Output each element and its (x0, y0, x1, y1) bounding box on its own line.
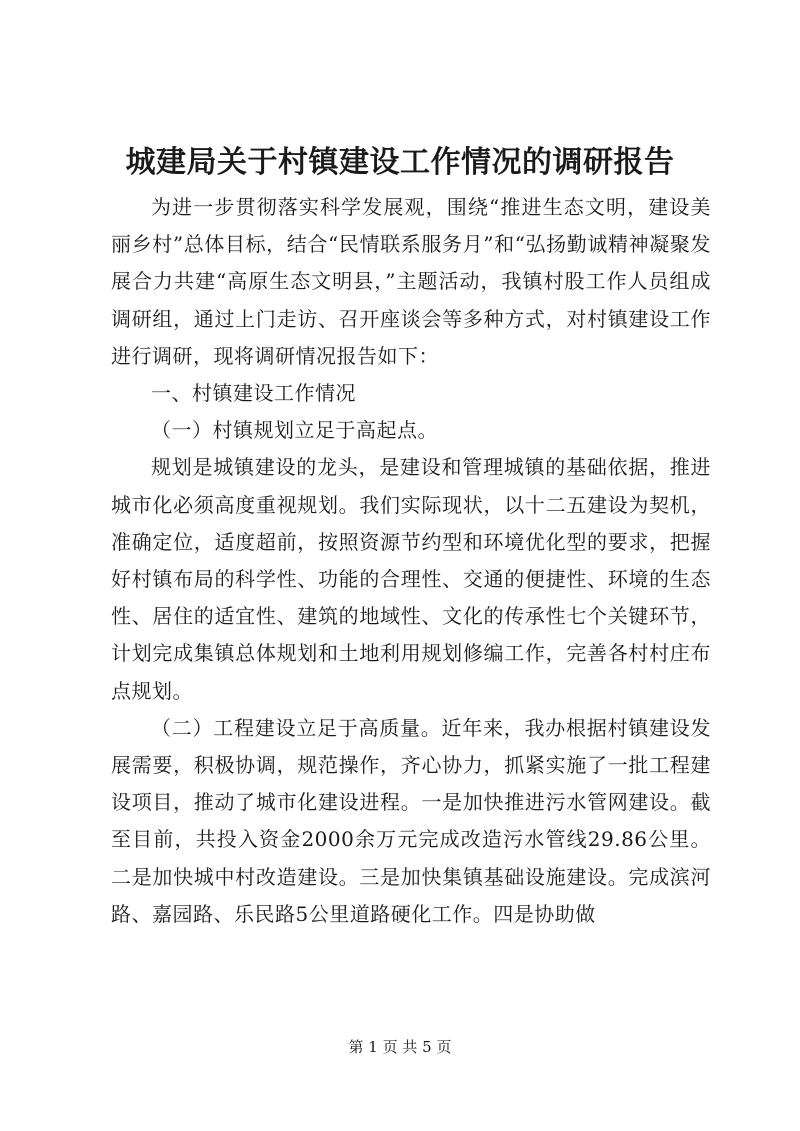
paragraph-construction: （二）工程建设立足于高质量。近年来，我办根据村镇建设发展需要，积极协调，规范操作，齐心协力，抓紧实施了一批工程建设项目，推动了城市化建设进程。一是加快推进污水管网建设。截至目前，共投入资金2000余万元完成改造污水管线29.86公里。二是加快城中村改造建设。三是加快集镇基础设施建设。完成滨河路、嘉园路、乐民路5公里道路硬化工作。四是协助做 (111, 715, 711, 926)
subsection-heading: （一）村镇规划立足于高起点。 (151, 418, 438, 443)
document-title: 城建局关于村镇建设工作情况的调研报告 (125, 145, 675, 180)
page-footer: 第 1 页 共 5 页 (348, 1038, 452, 1056)
paragraph-intro: 为进一步贯彻落实科学发展观，围绕“推进生态文明，建设美丽乡村”总体目标，结合“民情联系服务月”和“弘扬勤诚精神凝聚发展合力共建“高原生态文明县，”主题活动，我镇村股工作人员组成调研组，通过上门走访、召开座谈会等多种方式，对村镇建设工作进行调研，现将调研情况报告如下： (111, 195, 711, 368)
document-body (111, 189, 711, 933)
section-heading: 一、村镇建设工作情况 (151, 381, 356, 406)
paragraph-planning: 规划是城镇建设的龙头，是建设和管理城镇的基础依据，推进城市化必须高度重视规划。我们实际现状，以十二五建设为契机，准确定位，适度超前，按照资源节约型和环境优化型的要求，把握好村镇布局的科学性、功能的合理性、交通的便捷性、环境的生态性、居住的适宜性、建筑的地域性、文化的传承性七个关键环节，计划完成集镇总体规划和土地利用规划修编工作，完善各村村庄布点规划。 (111, 455, 711, 703)
